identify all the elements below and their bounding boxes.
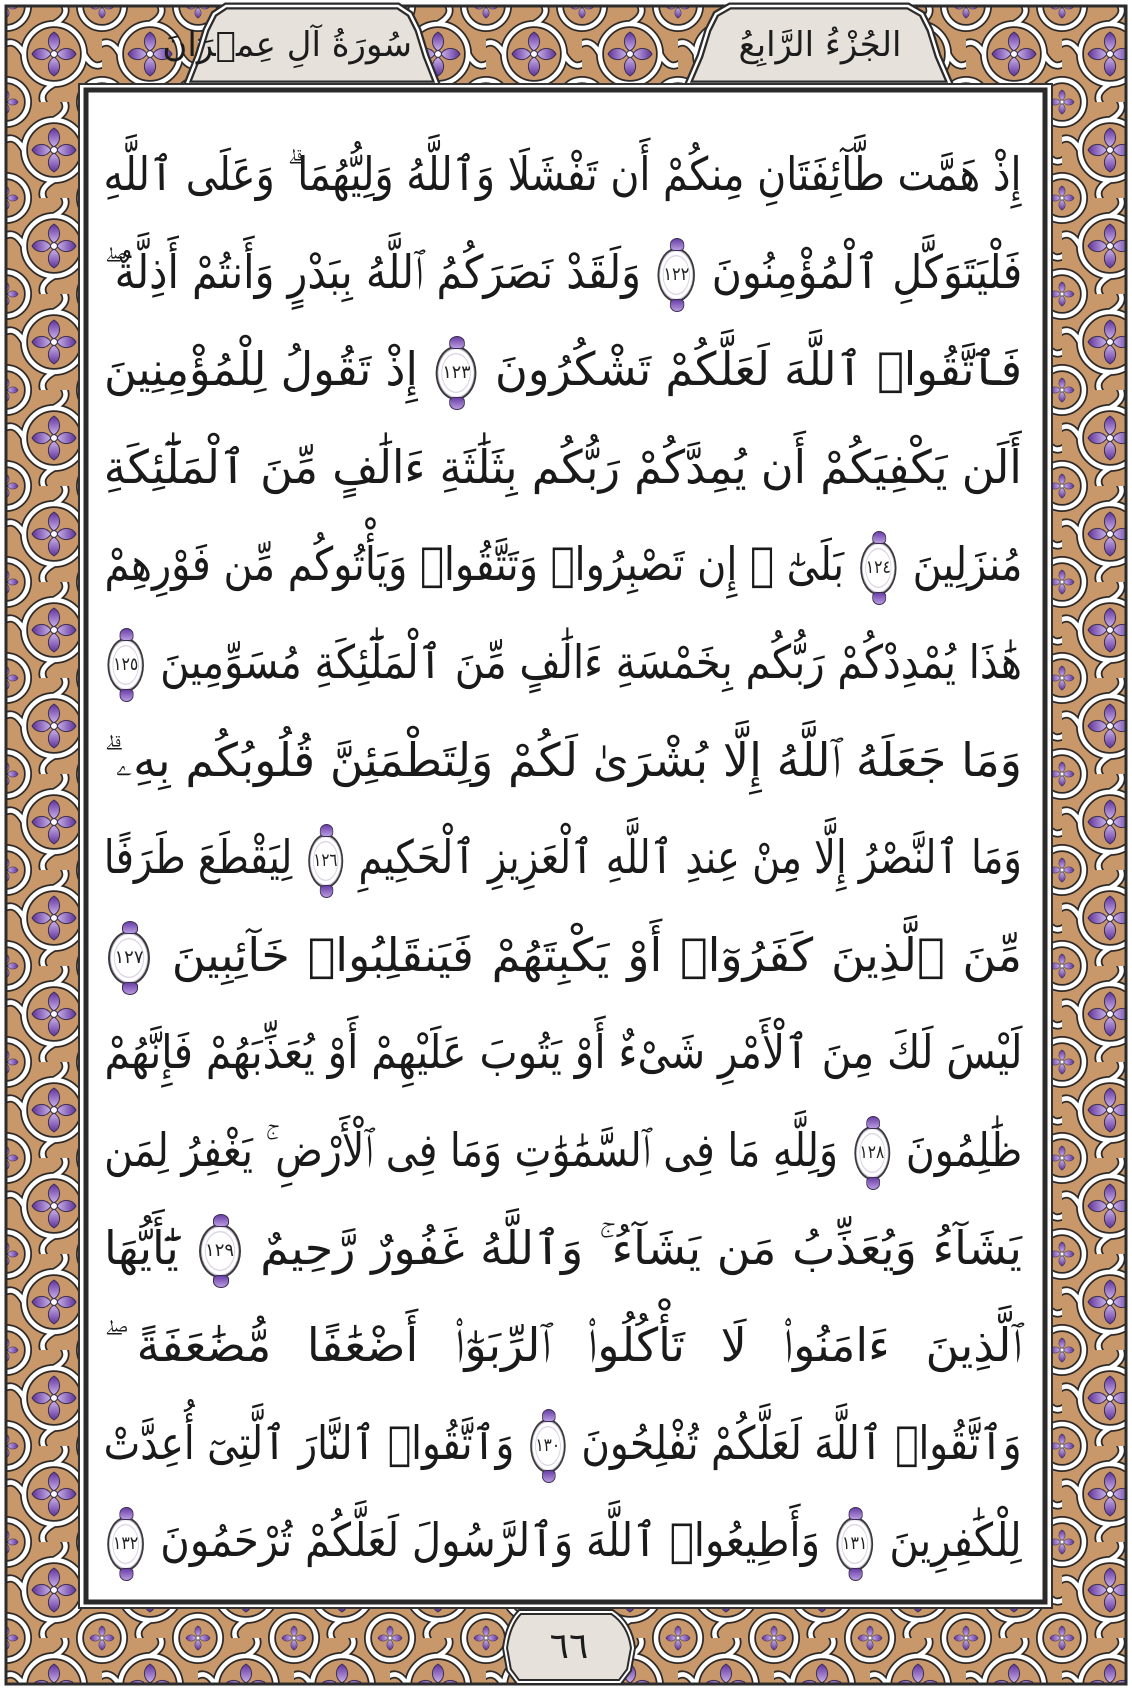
ayah-marker: ١٢٤ [860,541,896,595]
quran-line [104,614,1022,712]
verse-text: هَٰذَا يُمْدِدْكُمْ رَبُّكُم بِخَمْسَةِ ءَالَٰفٍ مِّنَ ٱلْمَلَٰٓئِكَةِ مُسَوِّمِينَ [160,634,1022,689]
verse-text: وَٱتَّقُوا۟ ٱلنَّارَ ٱلَّتِىٓ أُعِدَّتْ [104,1415,515,1470]
ayah-marker: ١٣٢ [108,1517,145,1571]
verse-text: فَٱتَّقُوا۟ ٱللَّهَ لَعَلَّكُمْ تَشْكُرُونَ [494,342,1022,397]
quran-line [104,712,1022,810]
verse-text: وَأَطِيعُوا۟ ٱللَّهَ وَٱلرَّسُولَ لَعَلَّكُمْ تُرْحَمُونَ [160,1513,821,1568]
quran-line [104,321,1022,419]
verse-text: ٱلَّذِينَ ءَامَنُوا۟ لَا تَأْكُلُوا۟ ٱلرِّبَوٰٓا۟ أَضْعَٰفًا مُّضَٰعَفَةً ۖ [104,1318,1022,1373]
juz-title: الجُزْءُ الرَّابِعُ [738,25,902,65]
quran-line [104,516,1022,614]
ayah-marker: ١٢٢ [657,248,695,302]
verse-text: يَشَآءُ وَيُعَذِّبُ مَن يَشَآءُ ۚ وَٱللَّهُ غَفُورٌ رَّحِيمٌ [260,1220,1022,1275]
quran-line [104,1492,1022,1590]
surah-title: سُورَةُ آلِ عِمۡرَانَ [162,25,412,65]
verse-text: ظَٰلِمُونَ [905,1122,1022,1177]
verse-text: وَمَا ٱلنَّصْرُ إِلَّا مِنْ عِندِ ٱللَّهِ ٱلْعَزِيزِ ٱلْحَكِيمِ [358,830,1022,885]
verse-text: وَمَا جَعَلَهُ ٱللَّهُ إِلَّا بُشْرَىٰ لَكُمْ وَلِتَطْمَئِنَّ قُلُوبُكُم بِهِۦ ۗ [104,732,1022,787]
quran-line [104,907,1022,1005]
verse-text: وَٱتَّقُوا۟ ٱللَّهَ لَعَلَّكُمْ تُفْلِحُونَ [581,1415,1022,1470]
verse-text: لَيْسَ لَكَ مِنَ ٱلْأَمْرِ شَىْءٌ أَوْ يَتُوبَ عَلَيْهِمْ أَوْ يُعَذِّبَهُمْ فَإِنَّهُمْ [104,1025,1022,1080]
quran-line [104,1297,1022,1395]
quran-line [104,809,1022,907]
verse-text: إِذْ هَمَّت طَّآئِفَتَانِ مِنكُمْ أَن تَفْشَلَا وَٱللَّهُ وَلِيُّهُمَا ۗ وَعَلَى ٱللَّهِ [104,147,1022,201]
verse-text: بَلَىٰٓ ۚ إِن تَصْبِرُوا۟ وَتَتَّقُوا۟ وَيَأْتُوكُم مِّن فَوْرِهِمْ [104,537,844,592]
ayah-marker: ١٢٥ [107,638,144,692]
verse-text: فَلْيَتَوَكَّلِ ٱلْمُؤْمِنُونَ [711,244,1022,299]
verse-text: يَٰٓأَيُّهَا [104,1220,179,1275]
ayah-marker: ١٣١ [837,1517,874,1571]
page-number: ٦٦ [549,1626,589,1667]
ayah-marker: ١٢٣ [436,346,477,400]
verse-text: مِّنَ ٱلَّذِينَ كَفَرُوٓا۟ أَوْ يَكْبِتَهُمْ فَيَنقَلِبُوا۟ خَآئِبِينَ [171,927,1022,982]
ayah-marker: ١٢٨ [854,1126,890,1180]
ayah-marker: ١٢٩ [199,1224,241,1278]
quran-text [104,126,1022,1590]
quran-line [104,1004,1022,1102]
quran-line [104,126,1022,224]
quran-line [104,1395,1022,1493]
quran-line [104,1200,1022,1298]
verse-text: وَلَقَدْ نَصَرَكُمُ ٱللَّهُ بِبَدْرٍ وَأَنتُمْ أَذِلَّةٌ ۖ [104,244,641,299]
verse-text: أَلَن يَكْفِيَكُمْ أَن يُمِدَّكُمْ رَبُّكُم بِثَلَٰثَةِ ءَالَٰفٍ مِّنَ ٱلْمَلَٰٓئِكَةِ [104,439,1022,494]
verse-text: مُنزَلِينَ [912,537,1022,592]
ayah-marker: ١٢٧ [108,931,150,985]
ayah-marker: ١٢٦ [308,834,343,888]
verse-text: لِلْكَٰفِرِينَ [889,1513,1022,1568]
quran-line [104,224,1022,322]
verse-text: لِيَقْطَعَ طَرَفًا [104,830,293,885]
verse-text: إِذْ تَقُولُ لِلْمُؤْمِنِينَ [104,342,418,397]
quran-line [104,1102,1022,1200]
ayah-marker: ١٣٠ [530,1419,566,1473]
quran-line [104,419,1022,517]
verse-text: وَلِلَّهِ مَا فِى ٱلسَّمَٰوَٰتِ وَمَا فِى ٱلْأَرْضِ ۚ يَغْفِرُ لِمَن [104,1122,838,1177]
